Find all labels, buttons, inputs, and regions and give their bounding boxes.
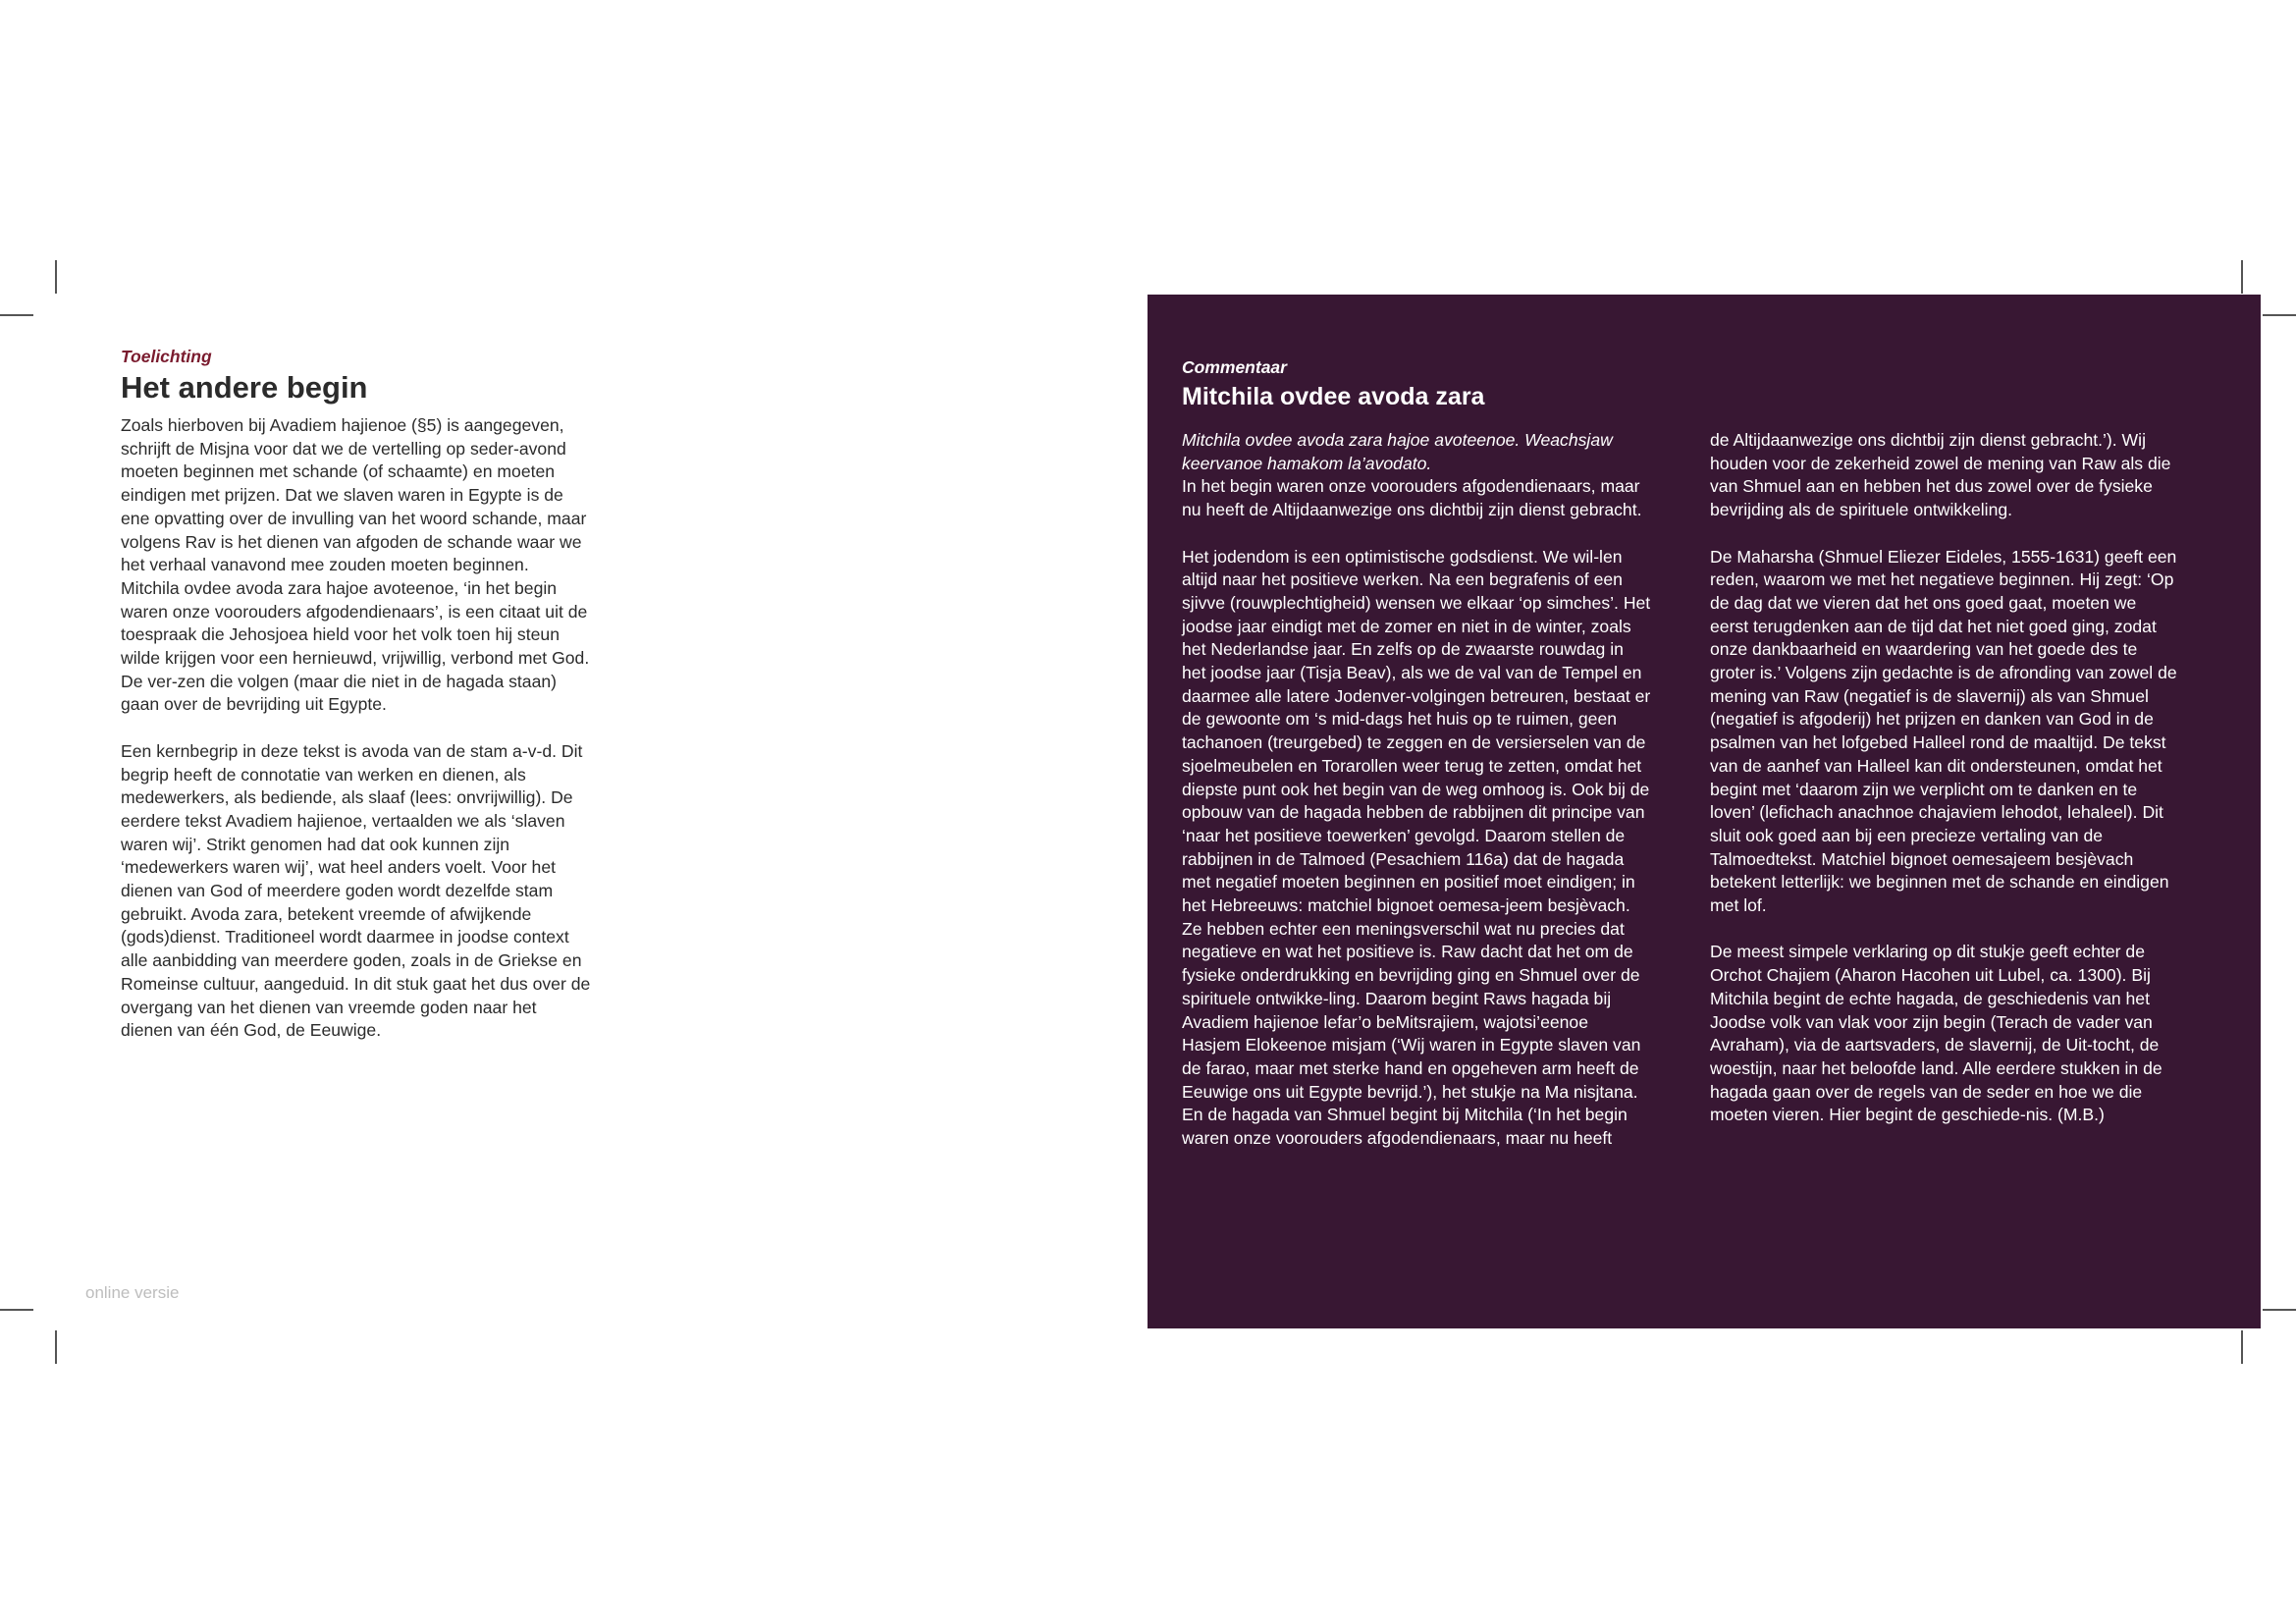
crop-mark — [2241, 1330, 2243, 1364]
quote-translation: In het begin waren onze voorouders afgodendienaars, maar nu heeft de Altijdaanwezige ons dichtbij zijn dienst gebracht. — [1182, 476, 1642, 520]
section-kicker: Toelichting — [121, 347, 212, 366]
online-version-label: online versie — [85, 1283, 180, 1302]
hebrew-quote: Mitchila ovdee avoda zara hajoe avoteenoe. Weachsjaw keervanoe hamakom la’avodato. — [1182, 430, 1613, 473]
body-paragraph: De meest simpele verklaring op dit stukje geeft echter de Orchot Chajiem (Aharon Hacohen uit Lubel, ca. 1300). Bij Mitchila begint de echte hagada, de geschiedenis van het Joodse volk van vlak voor zijn begin (Terach de vader van Avraham), via de aartsvaders, de slavernij, de Uit-tocht, de woestijn, naar het beloofde land. Alle eerdere stukken in de hagada gaan over de regels van de seder en hoe we die moeten vieren. Hier begint de geschiede-nis. (M.B.) — [1710, 942, 2163, 1125]
commentary-column-1 — [1182, 429, 1651, 1151]
panel-kicker: Commentaar — [1182, 357, 1287, 377]
body-paragraph: de Altijdaanwezige ons dichtbij zijn dienst gebracht.’). Wij houden voor de zekerheid zowel de mening van Raw als die van Shmuel aan en hebben het dus zowel over de fysieke bevrijding als de spirituele ontwikkeling. — [1710, 430, 2171, 520]
crop-mark — [2263, 314, 2296, 316]
section-title: Het andere begin — [121, 370, 368, 405]
explanation-body — [121, 414, 592, 1043]
body-paragraph: Het jodendom is een optimistische godsdienst. We wil-len altijd naar het positieve werken. Na een begrafenis of een sjivve (rouwplechtigheid) wensen we elkaar ‘op simches’. Het joodse jaar eindigt met de zomer en niet in de winter, zoals het Nederlandse jaar. En zelfs op de zwaarste rouwdag in het joodse jaar (Tisja Beav), als we de val van de Tempel en daarmee alle latere Jodenver-volgingen betreuren, bestaat er de gewoonte om ‘s mid-dags het huis op te ruimen, geen tachanoen (treurgebed) te zeggen en de versierselen van de sjoelmeubelen en Torarollen weer terug te zetten, omdat het diepste punt ook het begin van de weg omhoog is. Ook bij de opbouw van de hagada hebben de rabbijnen dit principe van ‘naar het positieve toewerken’ gevolgd. Daarom stellen de rabbijnen in de Talmoed (Pesachiem 116a) dat de hagada met negatief moeten beginnen en positief moet eindigen; in het Hebreeuws: matchiel bignoet oemesa-jeem besjèvach. Ze hebben echter een meningsverschil wat nu precies dat negatieve en wat het positieve is. Raw dacht dat het om de fysieke onderdrukking en bevrijding ging en Shmuel over de spirituele ontwikke-ling. Daarom begint Raws hagada bij Avadiem hajienoe lefar’o beMitsrajiem, wajotsi’eenoe Hasjem Elokeenoe misjam (‘Wij waren in Egypte slaven van de farao, maar met sterke hand en opgeheven arm heeft de Eeuwige ons uit Egypte bevrijd.’), het stukje na Ma nisjtana. En de hagada van Shmuel begint bij Mitchila (‘In het begin waren onze voorouders afgodendienaars, maar nu heeft — [1182, 546, 1651, 1149]
body-paragraph: Zoals hierboven bij Avadiem hajienoe (§5) is aangegeven, schrijft de Misjna voor dat we de vertelling op seder-avond moeten beginnen met schande (of schaamte) en moeten eindigen met prijzen. Dat we slaven waren in Egypte is de ene opvatting over de invulling van het woord schande, maar volgens Rav is het dienen van afgoden de schande waar we het verhaal vanavond mee zouden moeten beginnen. Mitchila ovdee avoda zara hajoe avoteenoe, ‘in het begin waren onze voorouders afgodendienaars’, is een citaat uit de toespraak die Jehosjoea hield voor het volk toen hij steun wilde krijgen voor een hernieuwd, vrijwillig, verbond met God. De ver-zen die volgen (maar die niet in de hagada staan) gaan over de bevrijding uit Egypte. — [121, 415, 590, 715]
crop-mark — [2241, 260, 2243, 294]
commentary-column-2 — [1710, 429, 2179, 1127]
body-paragraph: De Maharsha (Shmuel Eliezer Eideles, 1555-1631) geeft een reden, waarom we met het negatieve beginnen. Hij zegt: ‘Op de dag dat we vieren dat het ons goed gaat, moeten we eerst terugdenken aan de tijd dat het niet goed ging, zodat onze dankbaarheid en waardering van het goede des te groter is.’ Volgens zijn gedachte is de afronding van zowel de mening van Raw (negatief is de slavernij) als van Shmuel (negatief is afgoderij) het prijzen en danken van God in de psalmen van het lofgebed Halleel rond de maaltijd. De tekst van de aanhef van Halleel kan dit ondersteunen, omdat het begint met ‘daarom zijn we verplicht om te danken en te loven’ (lefichach anachnoe chajaviem lehodot, lehaleel). Dit sluit ook goed aan bij een precieze vertaling van de Talmoedtekst. Matchiel bignoet oemesajeem besjèvach betekent letterlijk: we beginnen met de schande en eindigen met lof. — [1710, 546, 2177, 916]
crop-mark — [0, 1309, 33, 1311]
panel-title: Mitchila ovdee avoda zara — [1182, 383, 1485, 410]
commentary-panel — [1148, 295, 2261, 1328]
crop-mark — [55, 1330, 57, 1364]
crop-mark — [55, 260, 57, 294]
crop-mark — [2263, 1309, 2296, 1311]
explanation-section — [121, 346, 592, 1043]
body-paragraph: Een kernbegrip in deze tekst is avoda van de stam a-v-d. Dit begrip heeft de connotatie van werken en dienen, als medewerkers, als bediende, als slaaf (lees: onvrijwillig). De eerdere tekst Avadiem hajienoe, vertaalden we als ‘slaven waren wij’. Strikt genomen had dat ook kunnen zijn ‘medewerkers waren wij’, wat heel anders voelt. Voor het dienen van God of meerdere goden wordt dezelfde stam gebruikt. Avoda zara, betekent vreemde of afwijkende (gods)dienst. Traditioneel wordt daarmee in joodse context alle aanbidding van meerdere goden, zoals in de Griekse en Romeinse cultuur, aangeduid. In dit stuk gaat het dus over de overgang van het dienen van vreemde goden naar het dienen van één God, de Eeuwige. — [121, 740, 591, 1041]
crop-mark — [0, 314, 33, 316]
